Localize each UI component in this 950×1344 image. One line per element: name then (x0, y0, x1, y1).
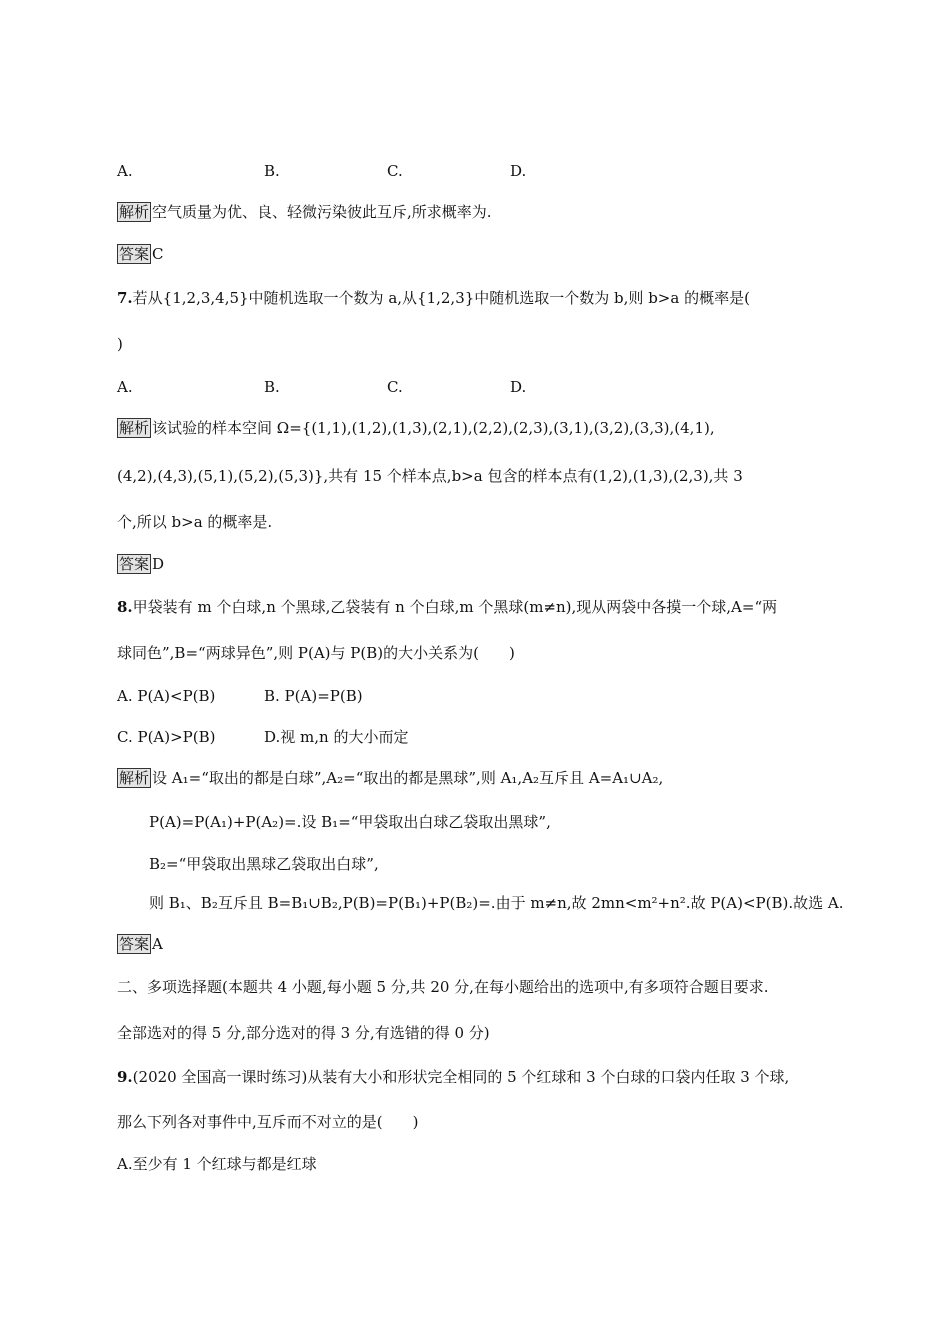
q8-analysis-line2: P(A)=P(A₁)+P(A₂)=.设 B₁=“甲袋取出白球乙袋取出黑球”, (149, 813, 551, 831)
q7-option-a: A. (117, 378, 133, 396)
q6-option-a: A. (117, 162, 133, 180)
analysis-tag: 解析 (119, 769, 150, 787)
q8-answer-value: A (152, 935, 163, 953)
q8-analysis-line4: 则 B₁、B₂互斥且 B=B₁∪B₂,P(B)=P(B₁)+P(B₂)=.由于 m≠n,故 2mn<m²+n².故 P(A)<P(B).故选 A. (149, 894, 844, 912)
q9-option-a: A.至少有 1 个红球与都是红球 (117, 1155, 317, 1173)
q8-analysis-line1 (117, 767, 663, 789)
answer-tag: 答案 (119, 935, 150, 953)
section2-heading-line1: 二、多项选择题(本题共 4 小题,每小题 5 分,共 20 分,在每小题给出的选项中,有多项符合题目要求. (117, 978, 769, 996)
q8-analysis-line3: B₂=“甲袋取出黑球乙袋取出白球”, (149, 855, 379, 873)
q8-stem-line2: 球同色”,B=“两球异色”,则 P(A)与 P(B)的大小关系为( ) (117, 644, 515, 662)
q6-answer (117, 243, 164, 265)
q9-stem-line1 (117, 1066, 789, 1088)
analysis-tag: 解析 (119, 419, 150, 437)
q7-answer (117, 553, 164, 575)
q7-stem-line2: ) (117, 335, 123, 353)
q8-analysis-text1: 设 A₁=“取出的都是白球”,A₂=“取出的都是黑球”,则 A₁,A₂互斥且 A=A₁∪A₂, (152, 769, 664, 787)
section2-heading-line2: 全部选对的得 5 分,部分选对的得 3 分,有选错的得 0 分) (117, 1024, 490, 1042)
q6-analysis (117, 201, 492, 223)
q8-option-a: A. P(A)<P(B) (117, 687, 216, 705)
q8-number: 8. (117, 598, 133, 616)
q9-stem-line2: 那么下列各对事件中,互斥而不对立的是( ) (117, 1113, 419, 1131)
q6-option-b: B. (264, 162, 280, 180)
answer-tag: 答案 (119, 555, 150, 573)
q9-number: 9. (117, 1068, 133, 1086)
q6-option-d: D. (510, 162, 527, 180)
q8-option-b: B. P(A)=P(B) (264, 687, 363, 705)
q7-option-b: B. (264, 378, 280, 396)
q7-answer-value: D (152, 555, 165, 573)
q7-stem-text: 若从{1,2,3,4,5}中随机选取一个数为 a,从{1,2,3}中随机选取一个数为 b,则 b>a 的概率是( (132, 289, 750, 307)
q7-analysis-line2: (4,2),(4,3),(5,1),(5,2),(5,3)},共有 15 个样本点,b>a 包含的样本点有(1,2),(1,3),(2,3),共 3 (117, 467, 743, 485)
q6-analysis-text: 空气质量为优、良、轻微污染彼此互斥,所求概率为. (152, 203, 492, 221)
q7-analysis-line3: 个,所以 b>a 的概率是. (117, 513, 273, 531)
q7-option-c: C. (387, 378, 403, 396)
q6-option-c: C. (387, 162, 403, 180)
q8-stem-text: 甲袋装有 m 个白球,n 个黑球,乙袋装有 n 个白球,m 个黑球(m≠n),现从两袋中各摸一个球,A=“两 (132, 598, 778, 616)
q7-stem-line1 (117, 287, 750, 309)
q8-answer (117, 933, 163, 955)
answer-tag: 答案 (119, 245, 150, 263)
analysis-tag: 解析 (119, 203, 150, 221)
q6-answer-value: C (152, 245, 164, 263)
q7-analysis-line1 (117, 417, 715, 439)
q7-number: 7. (117, 289, 133, 307)
q8-option-d: D.视 m,n 的大小而定 (264, 728, 409, 746)
q8-option-c: C. P(A)>P(B) (117, 728, 216, 746)
q9-stem-text: (2020 全国高一课时练习)从装有大小和形状完全相同的 5 个红球和 3 个白球的口袋内任取 3 个球, (132, 1068, 790, 1086)
q7-analysis-text1: 该试验的样本空间 Ω={(1,1),(1,2),(1,3),(2,1),(2,2),(2,3),(3,1),(3,2),(3,3),(4,1), (152, 419, 715, 437)
q7-option-d: D. (510, 378, 527, 396)
q8-stem-line1 (117, 596, 777, 618)
